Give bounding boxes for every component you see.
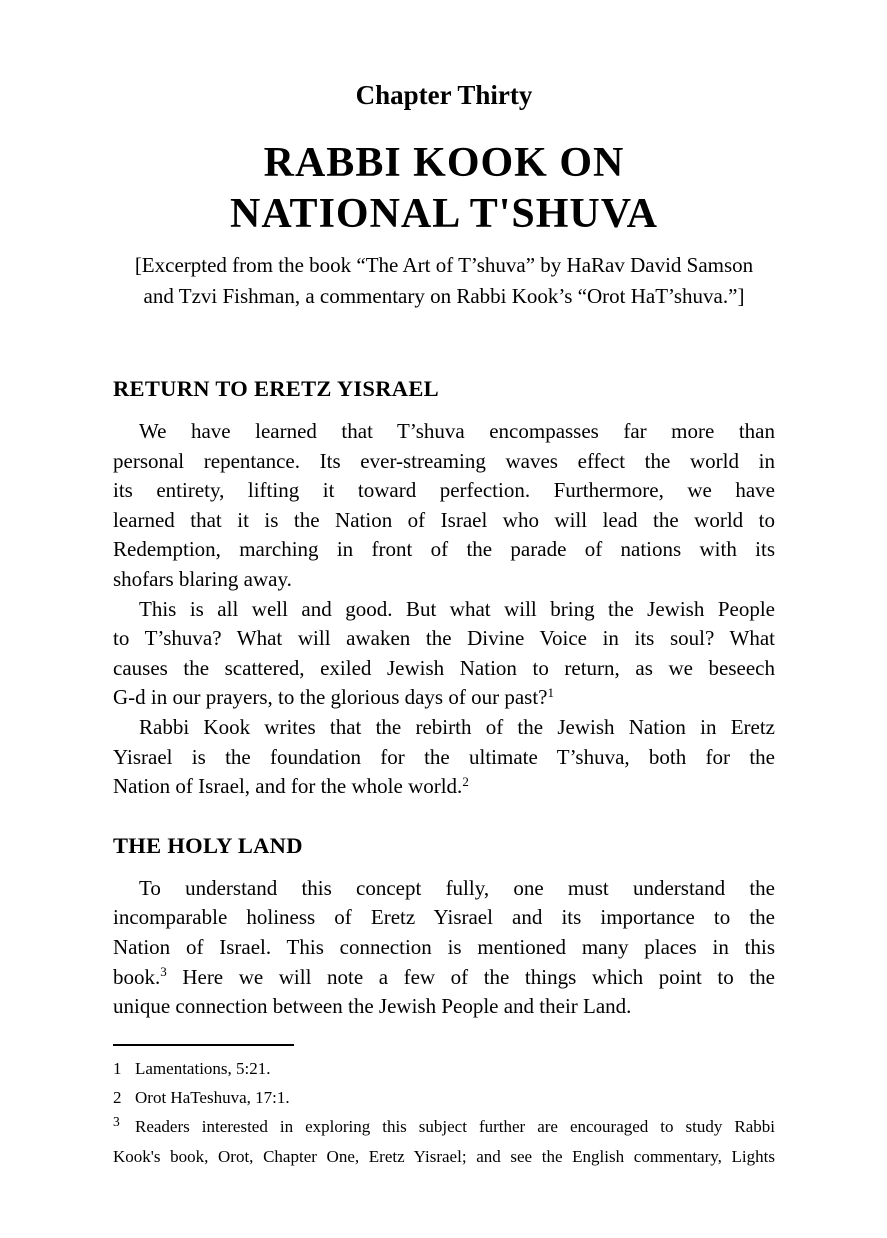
text-line: Nation of Israel. This connection is mentioned many places in this (113, 934, 775, 959)
footnote-marker: 2 (113, 1088, 122, 1107)
text-line: 2 Orot HaTeshuva, 17:1. (113, 1083, 775, 1112)
text-line: To understand this concept fully, one must understand the (139, 875, 775, 900)
text-line: Yisrael is the foundation for the ultimate T’shuva, both for the (113, 744, 775, 769)
text-line: This is all well and good. But what will bring the Jewish People (139, 596, 775, 621)
section-heading-return: RETURN TO ERETZ YISRAEL (113, 376, 439, 401)
footnote-ref: 1 (547, 685, 555, 701)
section-heading-holy-land: THE HOLY LAND (113, 832, 303, 858)
footnote-2 (113, 1083, 775, 1112)
text-line: shofars blaring away. (113, 566, 292, 591)
paragraph (113, 713, 775, 802)
text-line: learned that it is the Nation of Israel who will lead the world to (113, 507, 775, 532)
text-line: We have learned that T’shuva encompasses far more than (139, 419, 775, 443)
text-line: its entirety, lifting it toward perfection. Furthermore, we have (113, 478, 775, 503)
text-line: Kook's book, Orot, Chapter One, Eretz Yisrael; and see the English commentary, Lights (113, 1147, 775, 1166)
text-line: Nation of Israel, and for the whole world.$^2$ (113, 773, 469, 799)
footnotes-block (113, 1044, 775, 1171)
page-title (113, 138, 775, 240)
text-line: unique connection between the Jewish People and their Land. (113, 994, 632, 1019)
page-title-line-2: NATIONAL T'SHUVA (230, 191, 658, 237)
text-line: to T’shuva? What will awaken the Divine Voice in its soul? What (113, 626, 775, 651)
footnote-divider (113, 1044, 294, 1046)
text-line: Rabbi Kook writes that the rebirth of the Jewish Nation in Eretz (139, 714, 775, 739)
text-line: and Tzvi Fishman, a commentary on Rabbi Kook’s “Orot HaT’shuva.”] (143, 283, 745, 308)
text-line: personal repentance. Its ever-streaming waves effect the world in (113, 448, 775, 473)
text-line: [Excerpted from the book “The Art of T’shuva” by HaRav David Samson (134, 253, 754, 277)
footnote-1 (113, 1054, 775, 1083)
footnote-ref: 2 (462, 773, 469, 789)
footnote-3 (113, 1112, 775, 1171)
text-line: G-d in our prayers, to the glorious days of our past?$^1$ (113, 685, 555, 710)
text-line: book.$^3$ Here we will note a few of the things which point to the (113, 964, 775, 989)
section-return-to-eretz-yisrael (113, 375, 775, 802)
section-the-holy-land (113, 832, 775, 1022)
paragraph (113, 417, 775, 595)
page-title-line-1: RABBI KOOK ON (263, 140, 625, 186)
text-line: causes the scattered, exiled Jewish Nation to return, as we beseech (113, 655, 775, 680)
paragraph (113, 595, 775, 713)
text-line: 1 Lamentations, 5:21. (113, 1054, 775, 1083)
text-line: incomparable holiness of Eretz Yisrael and its importance to the (113, 905, 775, 930)
paragraph (113, 874, 775, 1022)
footnote-marker: 3 (113, 1114, 120, 1129)
text-line: Redemption, marching in front of the parade of nations with its (113, 537, 775, 562)
title-block (113, 78, 775, 311)
text-line: 3 Readers interested in exploring this subject further are encouraged to study Rabbi (113, 1112, 775, 1142)
chapter-label: Chapter Thirty (355, 80, 533, 110)
excerpt-note (113, 250, 775, 311)
footnote-marker: 1 (113, 1059, 122, 1078)
footnote-ref: 3 (160, 964, 167, 980)
